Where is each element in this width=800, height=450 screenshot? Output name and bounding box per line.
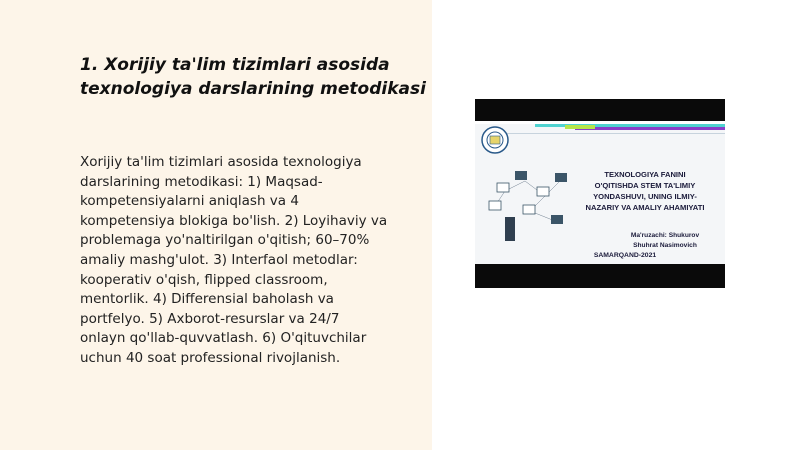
body-line: mentorlik. 4) Differensial baholash va xyxy=(80,291,334,308)
slide-title-line: TEXNOLOGIYA FANINI xyxy=(604,170,686,179)
slide-author-line: Ma'ruzachi: Shukurov xyxy=(630,232,700,239)
body-paragraph xyxy=(80,153,425,369)
slide-footer: SAMARQAND-2021 xyxy=(593,252,657,259)
slide-thumbnail xyxy=(475,99,725,288)
top-stripe xyxy=(475,121,725,124)
lime-accent-bar xyxy=(565,125,595,129)
heading-line: 1. Xorijiy ta'lim tizimlari asosida xyxy=(80,55,390,75)
slide-canvas xyxy=(475,121,725,264)
body-line: kooperativ o'qish, flipped classroom, xyxy=(80,271,328,288)
body-line: kompetensiya blokiga bo'lish. 2) Loyihaviy va xyxy=(80,212,388,229)
body-line: portfelyo. 5) Axborot-resurslar va 24/7 xyxy=(80,310,340,327)
slide-heading xyxy=(80,53,426,101)
heading-line: texnologiya darslarining metodikasi xyxy=(80,79,426,99)
slide-title-line: YONDASHUVI, UNING ILMIY- xyxy=(593,192,697,201)
emblem-icon xyxy=(482,127,508,153)
body-line: uchun 40 soat professional rivojlanish. xyxy=(80,349,341,366)
purple-accent-bar xyxy=(575,127,725,130)
slide-title-line: NAZARIY VA AMALIY AHAMIYATI xyxy=(585,203,705,212)
slide-author-line: Shuhrat Nasimovich xyxy=(633,241,697,249)
body-line: darslarining metodikasi: 1) Maqsad- xyxy=(80,173,323,190)
divider xyxy=(485,133,725,134)
body-line: amaliy mashg'ulot. 3) Interfaol metodlar: xyxy=(80,251,358,268)
body-line: onlayn qo'llab-quvvatlash. 6) O'qituvchilar xyxy=(80,330,367,347)
teal-accent-bar xyxy=(535,124,725,127)
body-line: kompetensiyalarni aniqlash va 4 xyxy=(80,193,299,210)
slide-title xyxy=(575,169,715,213)
body-line: problemaga yo'naltirilgan o'qitish; 60–70% xyxy=(80,232,370,249)
slide-title-line: O'QITISHDA STEM TA'LIMIY xyxy=(594,181,696,190)
body-line: Xorijiy ta'lim tizimlari asosida texnologiya xyxy=(80,154,362,170)
computer-screens xyxy=(489,171,567,241)
slide-author xyxy=(615,231,715,250)
